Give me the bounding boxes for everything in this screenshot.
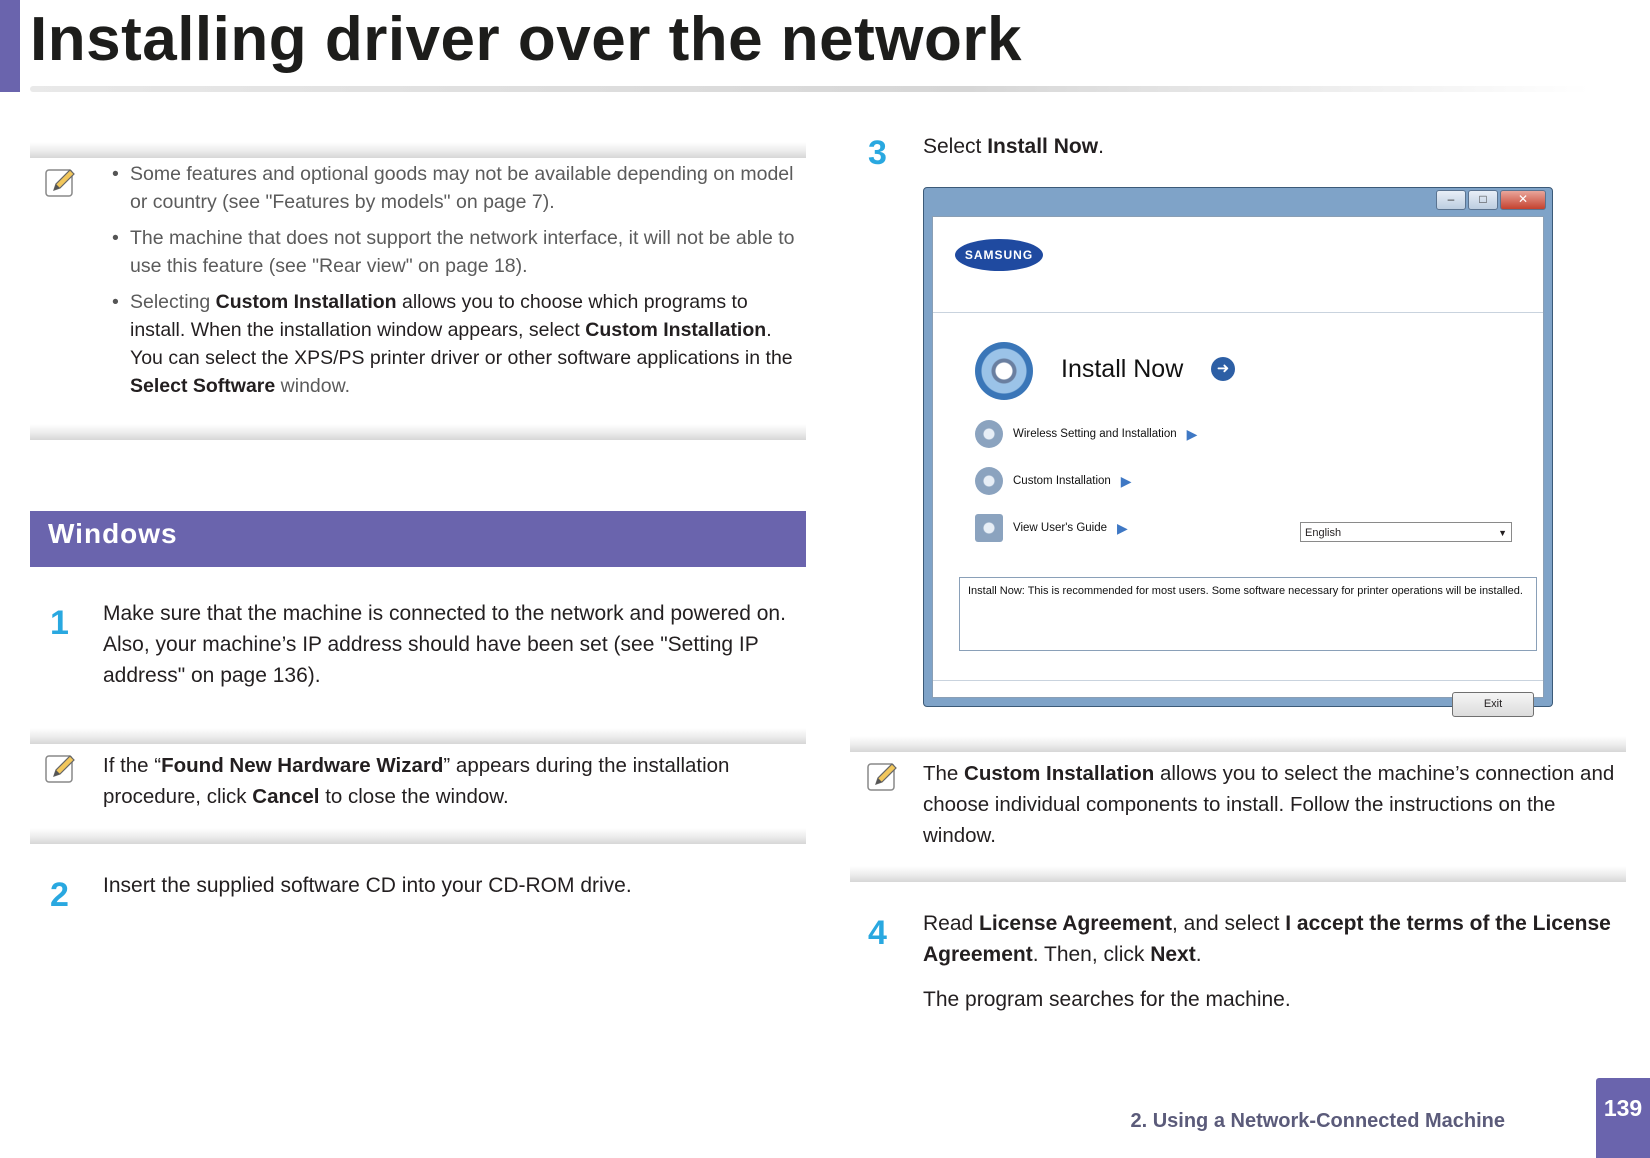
step-3-text: Select Install Now. [923,135,1104,158]
menu-item-custom-installation[interactable]: Custom Installation ▶ [975,467,1132,495]
wireless-icon [975,420,1003,448]
note-custom-top-bar [850,736,1626,752]
installer-content [932,216,1544,710]
installer-footer-divider [933,680,1543,681]
note-top-body [112,160,806,408]
installer-header-divider [933,312,1543,313]
install-now-link[interactable]: Install Now [1061,355,1184,383]
note-pencil-icon [866,760,900,794]
header-accent-bar [0,0,20,92]
step-4-number: 4 [868,914,887,952]
note-bullet-1: • Some features and optional goods may not be available depending on model or country (see "Features by models" on page 7). [112,163,794,213]
minimize-button[interactable]: – [1436,190,1466,210]
description-box: Install Now: This is recommended for most users. Some software necessary for printer operations will be installed. [959,577,1537,651]
step-4-followup: The program searches for the machine. [923,988,1291,1011]
step-1-number: 1 [50,604,69,642]
book-icon [975,514,1003,542]
menu-item-wireless[interactable]: Wireless Setting and Installation ▶ [975,420,1197,448]
note-wizard-bottom-bar [30,828,806,844]
close-button[interactable]: ✕ [1500,190,1546,210]
maximize-button[interactable]: □ [1468,190,1498,210]
page-number: 139 [1596,1078,1650,1158]
window-controls [1436,190,1546,210]
step-3-number: 3 [868,134,887,172]
note-custom-body: The Custom Installation allows you to select the machine’s connection and choose individual components to install. Follow the instructions on the window. [923,762,1615,847]
samsung-logo: SAMSUNG [955,239,1043,271]
step-2-text: Insert the supplied software CD into your CD-ROM drive. [103,874,632,897]
note-pencil-icon [44,752,78,786]
installer-window [923,187,1553,710]
step-4-text: Read License Agreement, and select I accept the terms of the License Agreement. Then, click Next. [923,912,1611,966]
page-title: Installing driver over the network [30,5,1023,74]
menu-item-user-guide[interactable]: View User's Guide ▶ [975,514,1128,542]
language-select[interactable]: English ▼ [1300,522,1512,542]
note-bottom-bar [30,424,806,440]
custom-install-icon [975,467,1003,495]
triangle-right-icon: ▶ [1186,425,1198,442]
title-divider [30,86,1590,92]
triangle-right-icon: ▶ [1117,519,1128,536]
note-wizard-top-bar [30,728,806,744]
note-top-bar [30,142,806,158]
footer-chapter: 2. Using a Network-Connected Machine [1130,1110,1505,1132]
note-wizard-body: If the “Found New Hardware Wizard” appears during the installation procedure, click Cancel to close the window. [103,754,730,808]
chevron-down-icon: ▼ [1498,528,1507,538]
note-pencil-icon [44,166,78,200]
note-custom-bottom-bar [850,866,1626,882]
exit-button[interactable]: Exit [1452,692,1534,717]
step-1-text: Make sure that the machine is connected to the network and powered on. Also, your machine’s IP address should have been set (see "Setting IP address" on page 136). [103,602,786,687]
note-bullet-3: • Selecting Custom Installation allows you to choose which programs to install. When the installation window appears, select Custom Installation. You can select the XPS/PS printer driver or other software applications in the Select Software window. [112,291,793,397]
note-bullet-2: • The machine that does not support the network interface, it will not be able to use this feature (see "Rear view" on page 18). [112,227,795,277]
step-2-number: 2 [50,876,69,914]
arrow-right-icon[interactable]: ➜ [1211,357,1235,381]
triangle-right-icon: ▶ [1120,472,1132,489]
section-title: Windows [48,518,178,549]
cd-disc-icon [975,342,1033,400]
